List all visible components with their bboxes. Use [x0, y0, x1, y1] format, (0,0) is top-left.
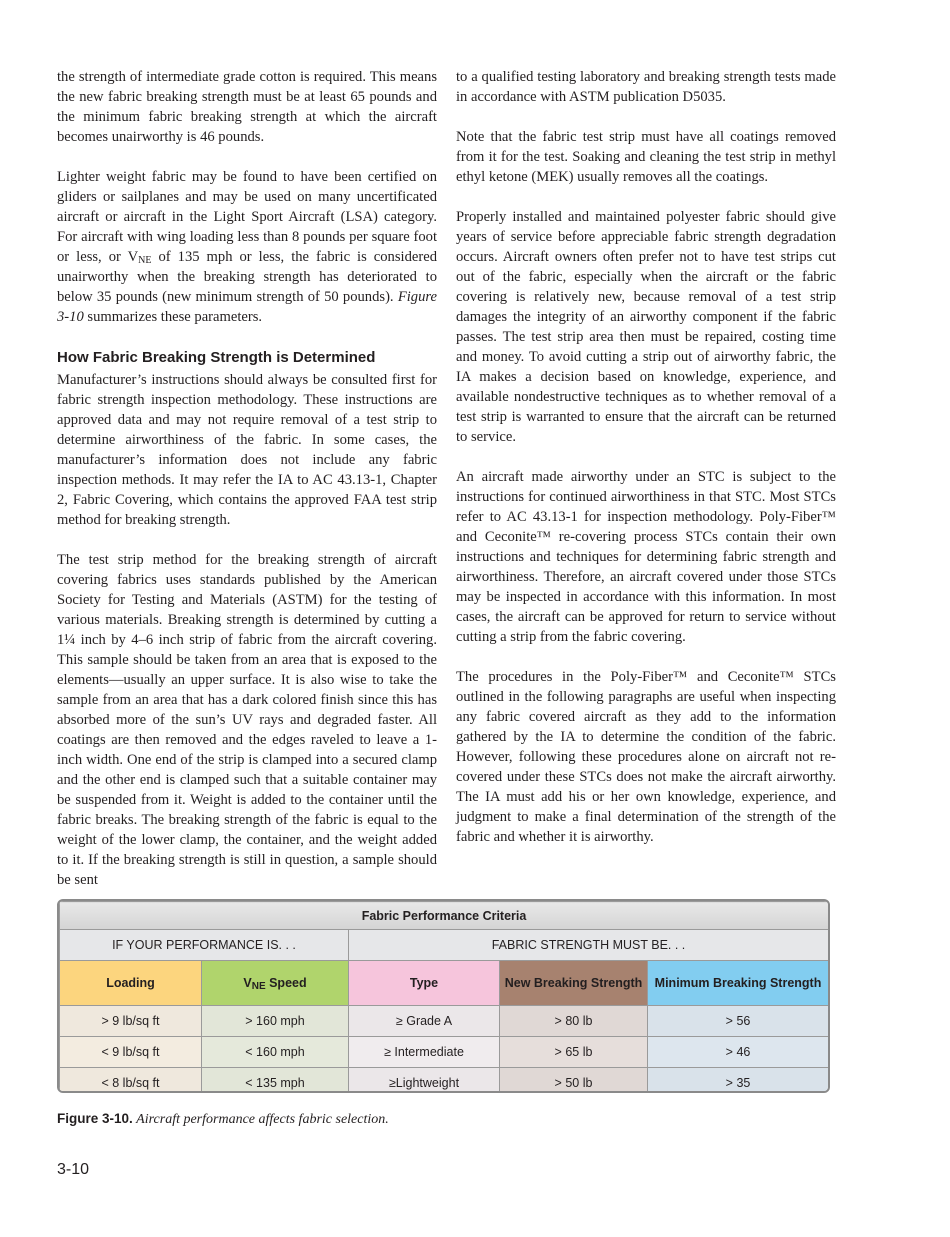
table-title: Fabric Performance Criteria — [60, 902, 829, 930]
cell-loading: < 9 lb/sq ft — [60, 1037, 202, 1068]
column-header-minimum-breaking-strength: Minimum Breaking Strength — [648, 961, 829, 1006]
cell-vne-speed: < 135 mph — [202, 1068, 349, 1094]
figure-reference: Figure 3-10 — [57, 289, 437, 325]
paragraph: Note that the fabric test strip must have all coatings removed from it for the test. Soaking and cleaning the test strip in methyl ethyl ketone (MEK) usually removes all the coatings. — [456, 129, 836, 185]
caption-text: Aircraft performance affects fabric selection. — [136, 1112, 389, 1127]
paragraph: Properly installed and maintained polyester fabric should give years of service before appreciable fabric strength degradation occurs. Aircraft owners often prefer not to have test strips cut out of the fabric, especially when the aircraft or the fabric covering is relatively new, because removal of a test strip damages the integrity of an airworthy component if the fabric passes. The test strip area then must be repaired, costing time and money. To avoid cutting a strip out of airworthy fabric, the IA makes a decision based on knowledge, experience, and available nondestructive techniques as to whether removal of a test strip is warranted to ensure that the aircraft can be returned to service. — [456, 209, 836, 445]
column-header-vne-speed — [202, 961, 349, 1006]
column-header-type: Type — [349, 961, 500, 1006]
header-text: V — [243, 975, 252, 990]
paragraph: to a qualified testing laboratory and breaking strength tests made in accordance with ASTM publication D5035. — [456, 69, 836, 105]
left-column — [57, 67, 437, 890]
paragraph: The procedures in the Poly-Fiber™ and Ceconite™ STCs outlined in the following paragraphs are useful when inspecting any fabric covered aircraft as they add to the information gathered by the IA to determine the condition of the fabric. However, following these procedures alone on aircraft not re-covered under these STCs does not make the aircraft airworthy. The IA must add his or her own knowledge, experience, and judgment to make a final determination of the strength of the fabric and whether it is airworthy. — [456, 669, 836, 845]
page-number: 3-10 — [57, 1161, 90, 1178]
subscript: NE — [251, 980, 266, 992]
paragraph: The test strip method for the breaking strength of aircraft covering fabrics uses standards published by the American Society for Testing and Materials (ASTM) for the testing of various materials. Breaking strength is determined by cutting a 1¼ inch by 4–6 inch strip of fabric from the aircraft covering. This sample should be taken from an area that is exposed to the elements—usually an upper surface. It is also wise to take the sample from an area that has a dark colored finish since this has absorbed more of the sun’s UV rays and degraded faster. All coatings are then removed and the edges raveled to leave a 1-inch width. One end of the strip is clamped into a secured clamp and the other end is clamped such that a suitable container may be suspended from it. Weight is added to the container until the fabric breaks. The breaking strength of the fabric is equal to the weight of the lower clamp, the container, and the weight added to it. If the breaking strength is still in question, a sample should be sent — [57, 552, 437, 888]
cell-loading: < 8 lb/sq ft — [60, 1068, 202, 1094]
table-row — [60, 1068, 829, 1094]
figure-caption — [57, 1111, 389, 1128]
table-row — [60, 1037, 829, 1068]
paragraph: the strength of intermediate grade cotton is required. This means the new fabric breaking strength must be at least 65 pounds and the minimum fabric breaking strength at which the aircraft becomes unairworthy is 46 pounds. — [57, 69, 437, 145]
cell-type: ≥ Grade A — [349, 1006, 500, 1037]
cell-min-breaking: > 35 — [648, 1068, 829, 1094]
table-row — [60, 1006, 829, 1037]
text-run: Lighter weight fabric may be found to have been certified on gliders or sailplanes and may be used on many uncertificated aircraft or aircraft in the Light Sport Aircraft (LSA) category. For aircraft with wing loading less than 8 pounds per square foot or less, or V — [57, 169, 437, 265]
cell-min-breaking: > 56 — [648, 1006, 829, 1037]
cell-loading: > 9 lb/sq ft — [60, 1006, 202, 1037]
header-text: Speed — [265, 975, 307, 990]
cell-min-breaking: > 46 — [648, 1037, 829, 1068]
right-column — [456, 67, 836, 847]
paragraph — [57, 167, 437, 327]
column-header-loading: Loading — [60, 961, 202, 1006]
section-heading: How Fabric Breaking Strength is Determined — [57, 349, 376, 366]
subscript: NE — [138, 255, 152, 266]
fabric-performance-table — [57, 899, 830, 1093]
group-header-performance: IF YOUR PERFORMANCE IS. . . — [60, 930, 349, 961]
cell-new-breaking: > 65 lb — [500, 1037, 648, 1068]
cell-type: ≥Lightweight — [349, 1068, 500, 1094]
paragraph: An aircraft made airworthy under an STC is subject to the instructions for continued airworthiness in that STC. Most STCs refer to AC 43.13-1 for inspection methodology. Poly-Fiber™ and Ceconite™ re-covering process STCs contain their own instructions and techniques for determining fabric strength and airworthiness. Therefore, an aircraft covered under those STCs may be inspected in accordance with this information. In most cases, the aircraft can be approved for return to service without cutting a strip from the fabric covering. — [456, 469, 836, 645]
cell-vne-speed: < 160 mph — [202, 1037, 349, 1068]
cell-type: ≥ Intermediate — [349, 1037, 500, 1068]
text-run: summarizes these parameters. — [83, 309, 263, 325]
cell-vne-speed: > 160 mph — [202, 1006, 349, 1037]
text-run: of 135 mph or less, the fabric is considered unairworthy when the breaking strength has deteriorated to below 35 pounds (new minimum strength of 50 pounds). — [57, 249, 437, 305]
paragraph: Manufacturer’s instructions should always be consulted first for fabric strength inspection methodology. These instructions are approved data and may not require removal of a test strip to determine airworthiness of the fabric. In some cases, the manufacturer’s information does not include any fabric inspection methods. It may refer the IA to AC 43.13-1, Chapter 2, Fabric Covering, which contains the approved FAA test strip method for breaking strength. — [57, 372, 437, 528]
cell-new-breaking: > 50 lb — [500, 1068, 648, 1094]
group-header-fabric-strength: FABRIC STRENGTH MUST BE. . . — [349, 930, 829, 961]
caption-label: Figure 3-10. — [57, 1111, 133, 1126]
column-header-new-breaking-strength: New Breaking Strength — [500, 961, 648, 1006]
cell-new-breaking: > 80 lb — [500, 1006, 648, 1037]
